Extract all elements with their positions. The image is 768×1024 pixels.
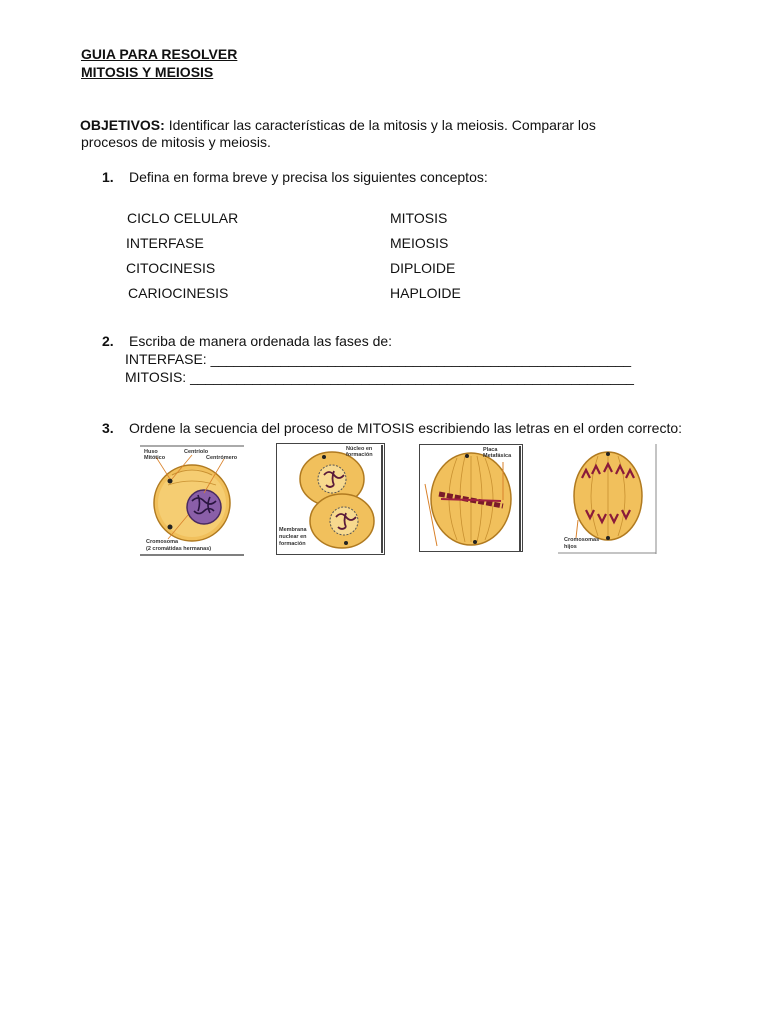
objectives-label: OBJETIVOS: <box>80 117 165 133</box>
fig1-label-centriolo: Centríolo <box>184 449 209 455</box>
fig2-label-formacion-bottom: formación <box>279 541 306 547</box>
fig1-label-cromatidas: (2 cromátidas hermanas) <box>146 546 212 552</box>
concept-meiosis: MEIOSIS <box>390 235 449 251</box>
concept-cariocinesis: CARIOCINESIS <box>128 285 229 301</box>
fig1-label-centromero: Centrómero <box>206 455 238 461</box>
figure-prophase <box>140 445 245 557</box>
q2-mitosis-answer-line[interactable]: MITOSIS: _________________________________________________________ <box>125 369 634 385</box>
concept-diploide: DIPLOIDE <box>390 260 456 276</box>
concept-citocinesis: CITOCINESIS <box>126 260 216 276</box>
q2-interfase-answer-line[interactable]: INTERFASE: ______________________________________________________ <box>125 351 632 367</box>
fig2-label-nuclear-en: nuclear en <box>279 534 307 540</box>
fig3-label-placa: Placa <box>483 447 498 453</box>
fig4-label-hijos: hijos <box>564 544 577 550</box>
fig2-label-membrana: Membrana <box>279 527 307 533</box>
title-line-1: GUIA PARA RESOLVER <box>81 46 238 62</box>
objectives-text-1: Identificar las características de la mitosis y la meiosis. Comparar los <box>168 117 596 133</box>
objectives-line-1 <box>80 117 596 133</box>
q2-text: Escriba de manera ordenada las fases de: <box>129 333 393 349</box>
q3-number: 3. <box>102 420 114 436</box>
figure-metaphase <box>419 444 524 553</box>
concept-interfase: INTERFASE <box>126 235 204 251</box>
fig1-label-huso: Huso <box>144 449 158 455</box>
concept-mitosis: MITOSIS <box>390 210 448 226</box>
figure-telophase <box>276 443 385 555</box>
concept-haploide: HAPLOIDE <box>390 285 461 301</box>
fig1-label-mitotico: Mitótico <box>144 455 166 461</box>
objectives-line-2: procesos de mitosis y meiosis. <box>81 134 271 150</box>
fig2-label-nucleo: Núcleo en <box>346 446 373 452</box>
q1-text: Defina en forma breve y precisa los siguientes conceptos: <box>129 169 488 185</box>
title-line-2: MITOSIS Y MEIOSIS <box>81 64 214 80</box>
fig2-label-formacion-top: formación <box>346 452 373 458</box>
fig3-label-metafasica: Metafásica <box>483 453 512 459</box>
q1-number: 1. <box>102 169 114 185</box>
fig4-label-cromosomas: Cromosomas <box>564 537 600 543</box>
figure-anaphase <box>558 444 657 555</box>
q3-text: Ordene la secuencia del proceso de MITOSIS escribiendo las letras en el orden correcto: <box>129 420 683 436</box>
concept-ciclo-celular: CICLO CELULAR <box>127 210 239 226</box>
q2-number: 2. <box>102 333 114 349</box>
fig1-label-cromosoma: Cromosoma <box>146 539 179 545</box>
